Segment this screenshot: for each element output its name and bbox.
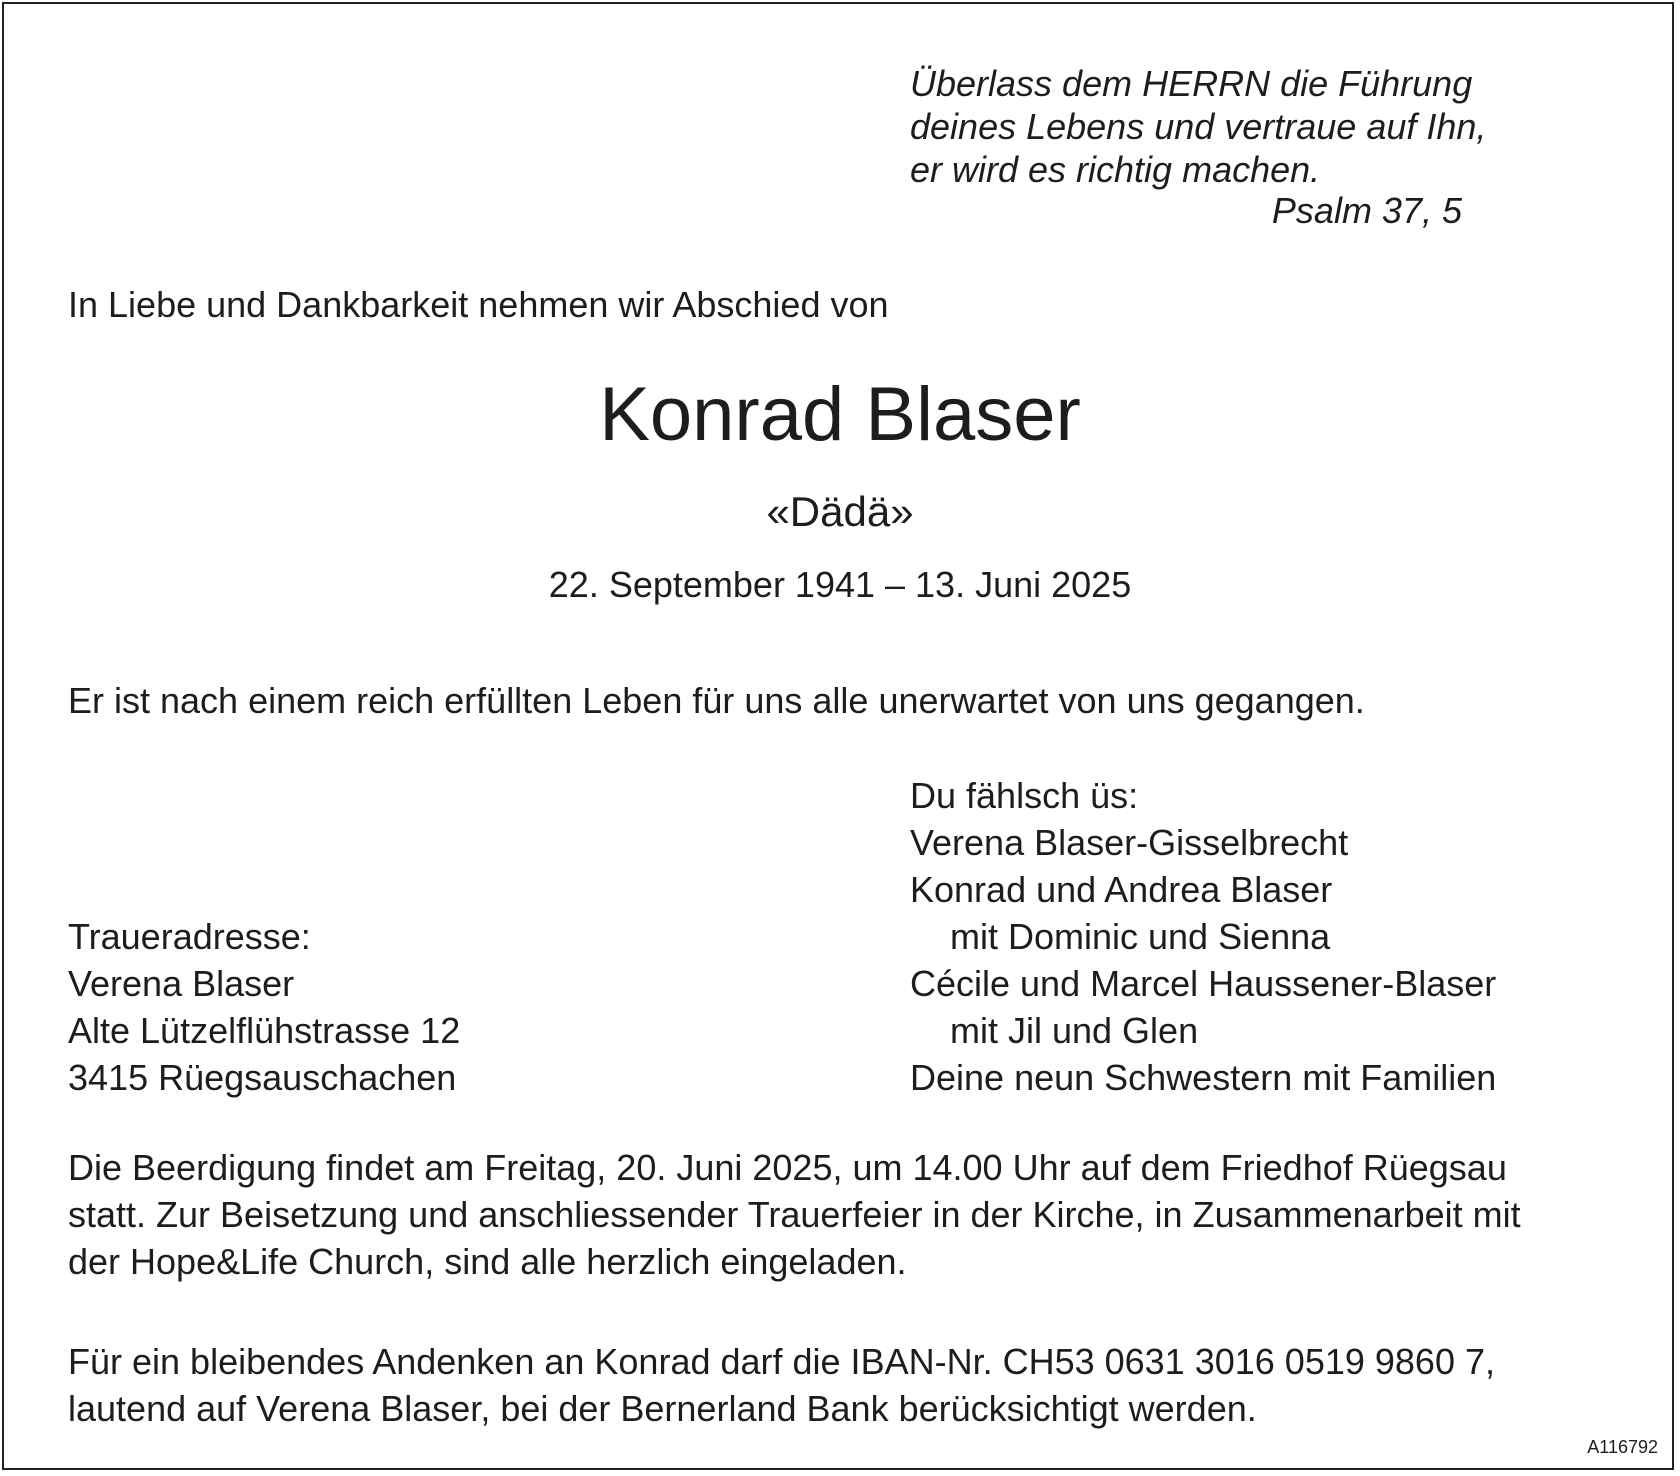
mourner-line: Verena Blaser-Gisselbrecht <box>910 822 1349 863</box>
funeral-line: statt. Zur Beisetzung und anschliessender Trauerfeier in der Kirche, in Zusammenarbeit mit <box>68 1194 1521 1235</box>
mourner-line: Konrad und Andrea Blaser <box>910 869 1333 910</box>
funeral-line: der Hope&Life Church, sind alle herzlich eingeladen. <box>68 1241 907 1282</box>
memorial-donation-info <box>68 1338 1495 1432</box>
verse-line: er wird es richtig machen. <box>910 149 1321 190</box>
address-heading: Traueradresse: <box>68 916 311 957</box>
memorial-line: Für ein bleibendes Andenken an Konrad darf die IBAN-Nr. CH53 0631 3016 0519 9860 7, <box>68 1341 1495 1382</box>
verse-reference: Psalm 37, 5 <box>1271 190 1462 231</box>
mourners-list <box>910 772 1496 1101</box>
mourner-line: mit Dominic und Sienna <box>950 916 1331 957</box>
funeral-info <box>68 1144 1521 1285</box>
statement-text: Er ist nach einem reich erfüllten Leben für uns alle unerwartet von uns gegangen. <box>68 680 1365 721</box>
deceased-nickname: «Dädä» <box>766 488 914 535</box>
mourner-line: mit Jil und Glen <box>950 1010 1199 1051</box>
mourning-address <box>68 913 460 1101</box>
verse-line: deines Lebens und vertraue auf Ihn, <box>910 106 1487 147</box>
obituary-notice <box>2 2 1674 1470</box>
intro-text: In Liebe und Dankbarkeit nehmen wir Abschied von <box>68 284 889 325</box>
funeral-line: Die Beerdigung findet am Freitag, 20. Juni 2025, um 14.00 Uhr auf dem Friedhof Rüegsau <box>68 1147 1507 1188</box>
life-dates: 22. September 1941 – 13. Juni 2025 <box>548 564 1132 605</box>
address-line: 3415 Rüegsauschachen <box>68 1057 457 1098</box>
deceased-name: Konrad Blaser <box>599 372 1081 457</box>
ad-reference-code: A116792 <box>1587 1437 1658 1457</box>
memorial-line: lautend auf Verena Blaser, bei der Bernerland Bank berücksichtigt werden. <box>68 1388 1257 1429</box>
bible-verse <box>910 62 1486 191</box>
address-line: Verena Blaser <box>68 963 295 1004</box>
verse-line: Überlass dem HERRN die Führung <box>910 63 1473 104</box>
mourner-line: Deine neun Schwestern mit Familien <box>910 1057 1497 1098</box>
address-line: Alte Lützelflühstrasse 12 <box>68 1010 461 1051</box>
mourner-line: Cécile und Marcel Haussener-Blaser <box>910 963 1497 1004</box>
mourners-heading: Du fählsch üs: <box>910 775 1139 816</box>
